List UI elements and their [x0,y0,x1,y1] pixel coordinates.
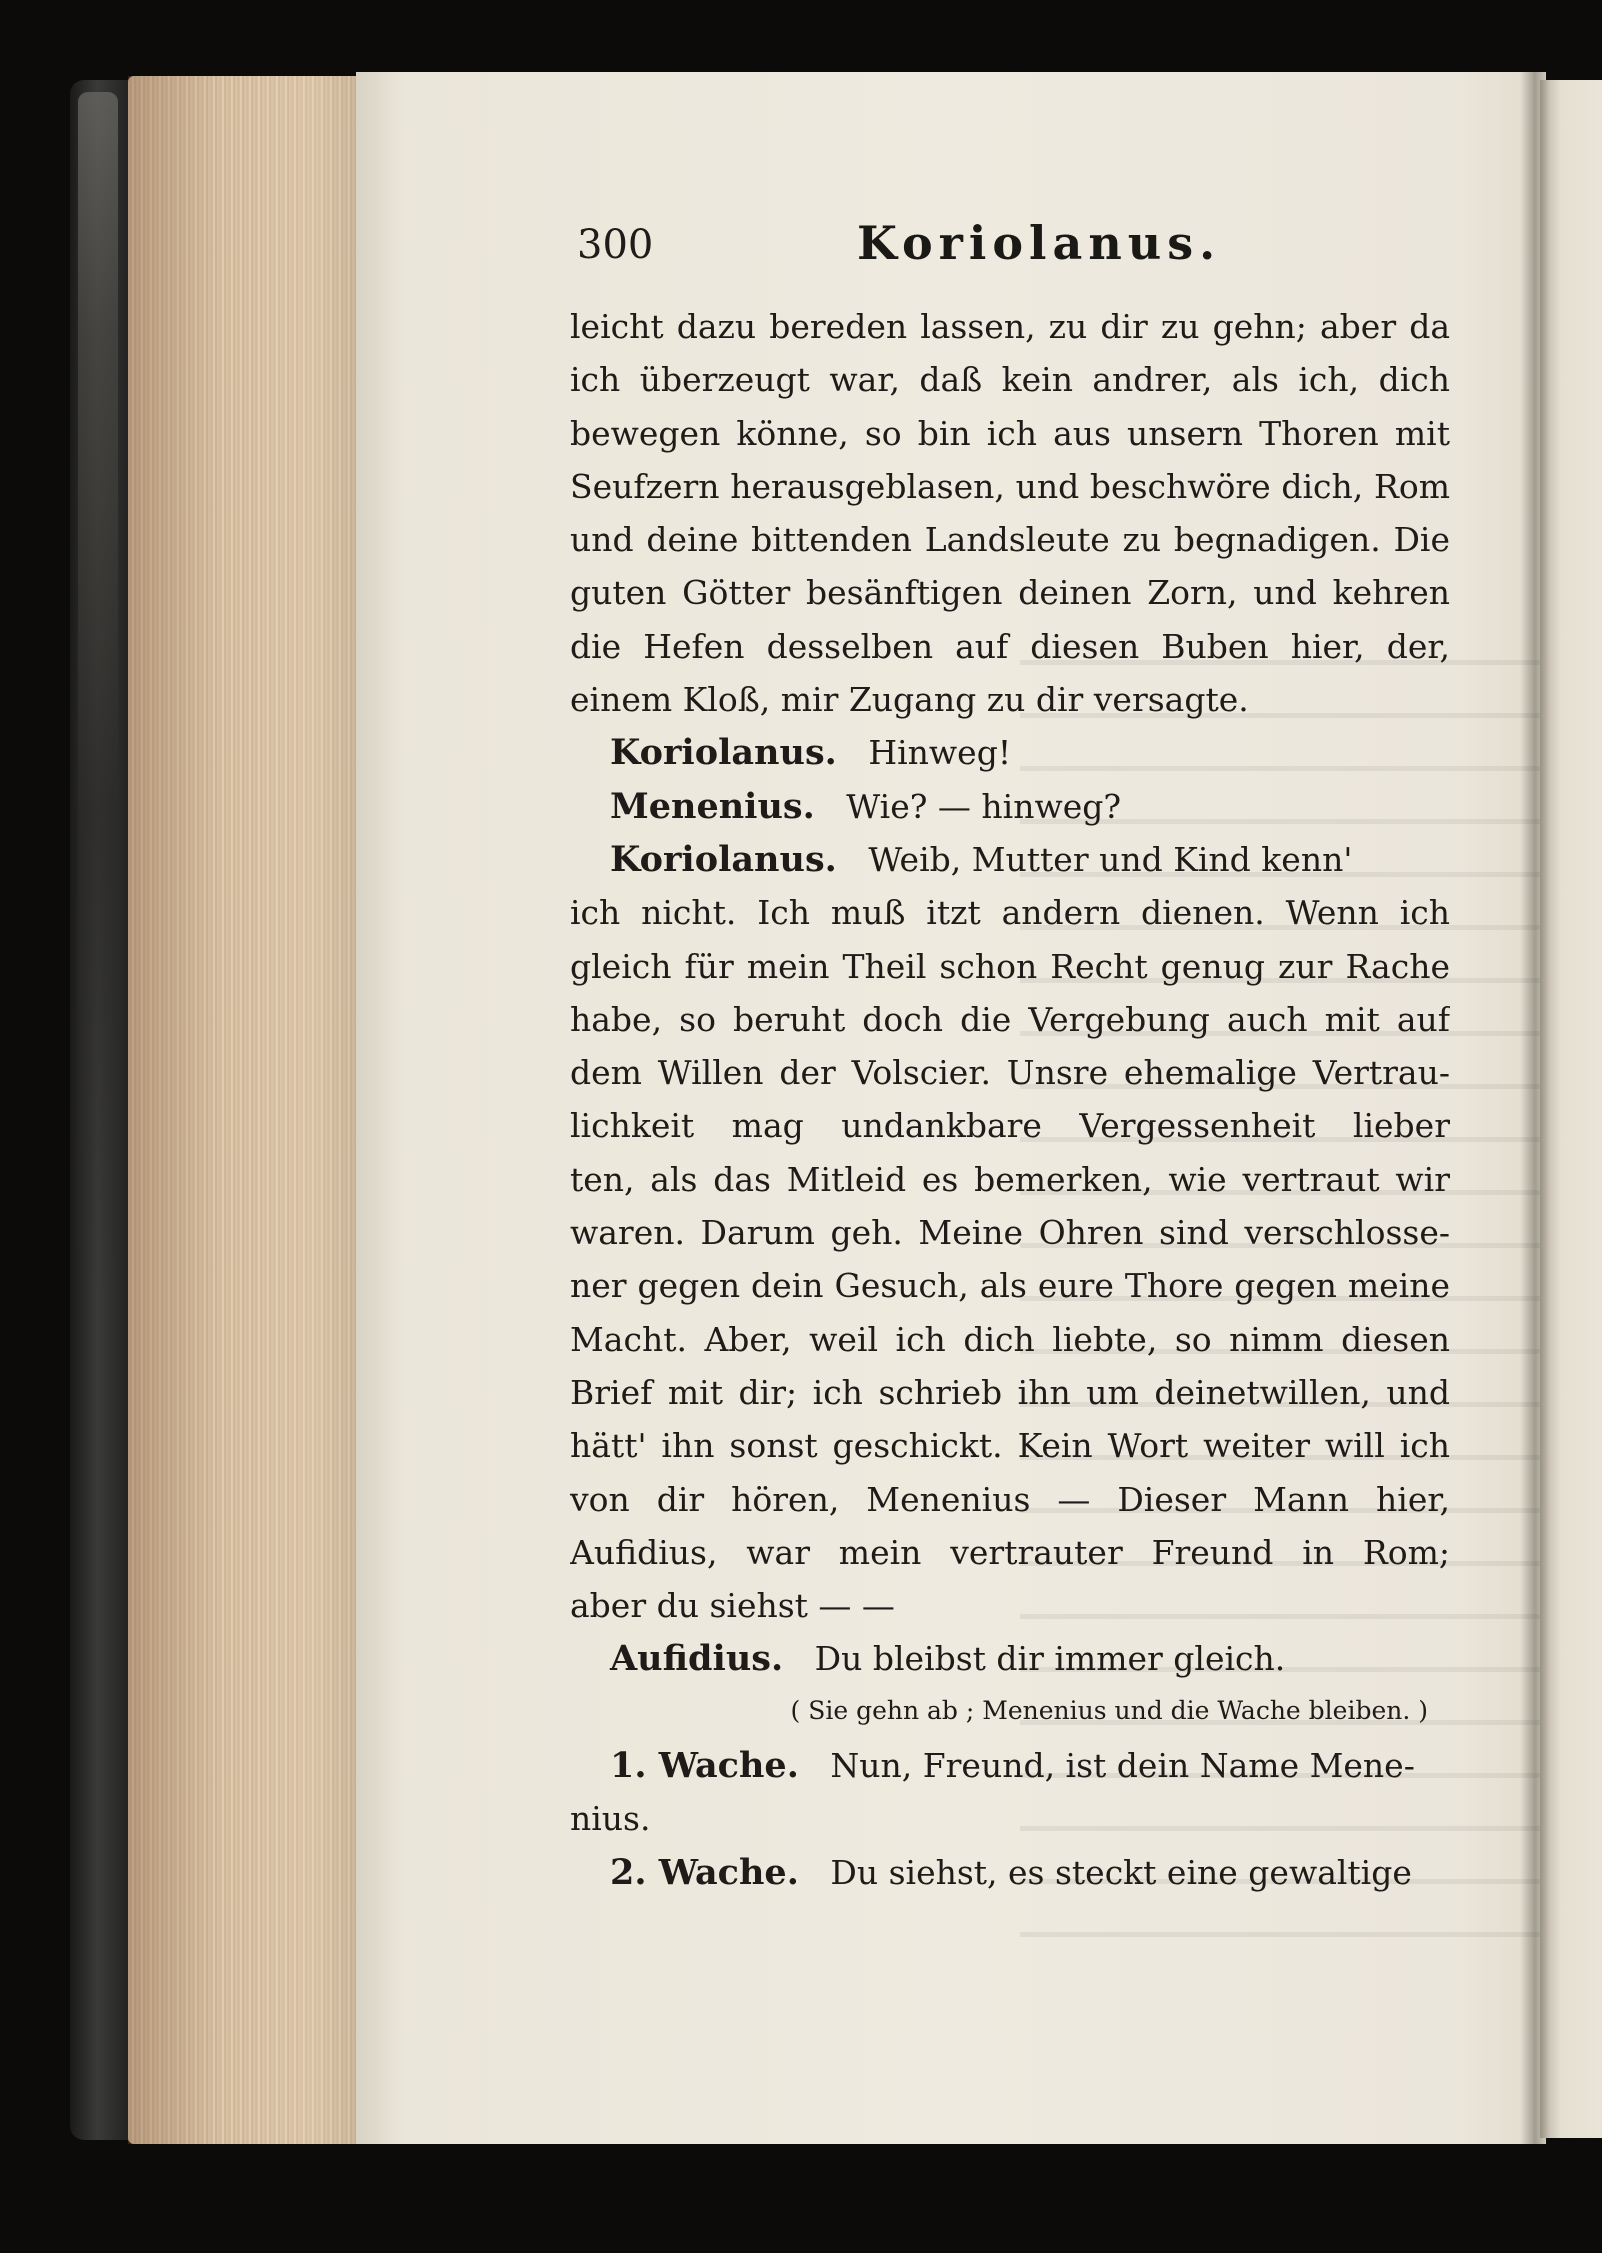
speech-text: Hinweg! [868,733,1012,773]
text-line: lichkeit mag undankbare Vergessenheit lieber [570,1106,1450,1146]
stage-direction: ( Sie gehn ab ; Menenius und die Wache bleiben. ) [790,1695,1428,1725]
dialogue-line [570,833,1450,886]
dialogue-line [570,726,1450,779]
body-text [570,300,1450,1899]
page-gutter [1520,72,1550,2144]
text-line: ten, als das Mitleid es bemerken, wie vertraut wir [570,1159,1450,1199]
text-line: ner gegen dein Gesuch, als eure Thore gegen meine [570,1266,1450,1306]
text-line: Aufidius, war mein vertrauter Freund in Rom; [570,1532,1450,1572]
page-header [577,216,1447,282]
text-line: leicht dazu bereden lassen, zu dir zu gehn; aber da [570,307,1450,346]
text-line: dem Willen der Volscier. Unsre ehemalige Vertrau- [570,1053,1450,1093]
text-line: Brief mit dir; ich schrieb ihn um deinetwillen, und [570,1372,1450,1412]
speaker-name: Menenius. [610,785,815,827]
text-line: aber du siehst — — [570,1586,895,1626]
text-line: hätt' ihn sonst geschickt. Kein Wort weiter will ich [570,1426,1450,1466]
cover-highlight [78,92,118,1292]
dialogue-line [570,1739,1450,1792]
text-line: von dir hören, Menenius — Dieser Mann hier, [570,1479,1450,1519]
page-number: 300 [577,222,654,268]
speaker-name: Aufidius. [610,1638,784,1680]
speaker-name: Koriolanus. [610,732,837,774]
text-line: bewegen könne, so bin ich aus unsern Thoren mit [570,413,1450,453]
speaker-name: 1. Wache. [610,1745,799,1787]
text-line: ich nicht. Ich muß itzt andern dienen. Wenn ich [570,893,1450,933]
speech-text: Wie? — hinweg? [846,786,1122,826]
speaker-name: Koriolanus. [610,838,837,880]
speaker-name: 2. Wache. [610,1851,799,1893]
text-line: die Hefen desselben auf diesen Buben hier, der, [570,626,1450,666]
text-line: nius. [570,1799,651,1839]
text-line: guten Götter besänftigen deinen Zorn, und kehren [570,573,1450,613]
running-title: Koriolanus. [857,216,1222,270]
text-line: Macht. Aber, weil ich dich liebte, so nimm diesen [570,1319,1450,1359]
speech-text: Du siehst, es steckt eine gewaltige [830,1852,1412,1892]
speech-text: Nun, Freund, ist dein Name Mene- [830,1746,1415,1786]
text-line: einem Kloß, mir Zugang zu dir versagte. [570,680,1249,720]
speech-text: Du bleibst dir immer gleich. [814,1639,1286,1679]
page-edges-shade [128,76,360,2144]
dialogue-line [570,780,1450,833]
text-line: ich überzeugt war, daß kein andrer, als ich, dich [570,360,1450,400]
dialogue-line [570,1632,1450,1685]
text-line: habe, so beruht doch die Vergebung auch mit auf [570,999,1450,1039]
text-line: gleich für mein Theil schon Recht genug zur Rache [570,946,1450,986]
speech-text: Weib, Mutter und Kind kenn' [868,839,1353,879]
text-line: Seufzern herausgeblasen, und beschwöre dich, Rom [570,466,1450,506]
text-line: waren. Darum geh. Meine Ohren sind verschlosse- [570,1213,1450,1253]
dialogue-line [570,1846,1450,1899]
text-line: und deine bittenden Landsleute zu begnadigen. Die [570,520,1450,560]
